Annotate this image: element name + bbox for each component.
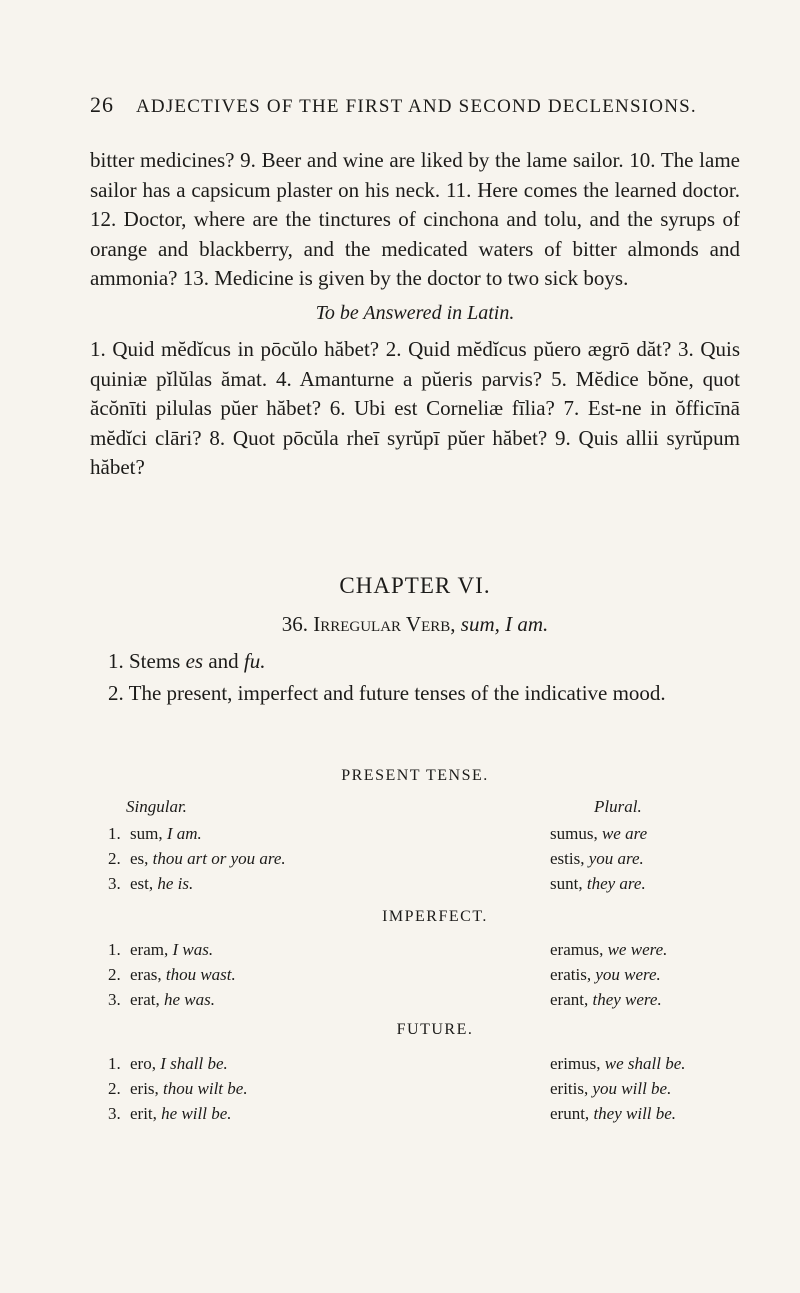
imperfect-heading: IMPERFECT. (382, 908, 488, 925)
point-stems: 1. Stems es and fu. (108, 649, 266, 673)
table-row: 1. eram, I was. (108, 940, 214, 959)
page-number: 26 (90, 92, 114, 117)
table-row: erimus, we shall be. (550, 1054, 686, 1073)
running-title: ADJECTIVES OF THE FIRST AND SECOND DECLENSIONS. (136, 96, 697, 117)
section-verb: sum, I am. (460, 612, 549, 636)
table-row: sunt, they are. (550, 874, 646, 893)
table-row: 3. erat, he was. (108, 990, 215, 1009)
chapter-title: CHAPTER VI. (339, 573, 491, 598)
table-row: 2. es, thou art or you are. (108, 849, 286, 868)
point-tenses: 2. The present, imperfect and future tenses of the indicative mood. (108, 681, 666, 705)
table-row: 3. erit, he will be. (108, 1104, 232, 1123)
present-tense-heading: PRESENT TENSE. (341, 767, 489, 784)
section-heading (90, 612, 740, 637)
future-heading: FUTURE. (396, 1021, 474, 1038)
table-row: 2. eras, thou wast. (108, 965, 236, 984)
table-row: 1. sum, I am. (108, 824, 202, 843)
exercise-paragraph: bitter medicines? 9. Beer and wine are liked by the lame sailor. 10. The lame sailor has a capsicum plaster on his neck. 11. Here comes the learned doctor. 12. Doctor, where are the tinctures of cinchona and tolu, and the syrups of orange and blackberry, and the medicated waters of bitter almonds and ammonia? 13. Medicine is given by the doctor to two sick boys. (90, 148, 740, 290)
table-row: erunt, they will be. (550, 1104, 677, 1123)
table-row: 3. est, he is. (108, 874, 194, 893)
table-row: erant, they were. (550, 990, 662, 1009)
table-row: estis, you are. (550, 849, 644, 868)
table-row: eritis, you will be. (550, 1079, 672, 1098)
table-row: eramus, we were. (550, 940, 668, 959)
table-row: 2. eris, thou wilt be. (108, 1079, 248, 1098)
singular-label: Singular. (126, 797, 187, 816)
latin-questions-paragraph: 1. Quid mĕdĭcus in pōcŭlo hăbet? 2. Quid mĕdĭcus pŭero ægrō dăt? 3. Quis quiniæ pĭlŭlas ămat. 4. Amanturne a pŭeris parvis? 5. Mĕdice bŏne, quot ăcŏnīti pilulas pŭer hăbet? 6. Ubi est Corneliæ fīlia? 7. Est-ne in ŏfficīnā mĕdĭci clāri? 8. Quot pōcŭla rheī syrŭpī pŭer hăbet? 9. Quis allii syrŭpum hăbet? (90, 337, 740, 479)
running-head (90, 92, 730, 118)
latin-exercise-heading: To be Answered in Latin. (315, 302, 515, 324)
table-row: eratis, you were. (550, 965, 661, 984)
section-number: 36. (281, 612, 308, 636)
table-row: sumus, we are (550, 824, 648, 843)
table-row: 1. ero, I shall be. (108, 1054, 228, 1073)
plural-label: Plural. (594, 797, 642, 816)
section-title: Irregular Verb, (313, 612, 456, 636)
